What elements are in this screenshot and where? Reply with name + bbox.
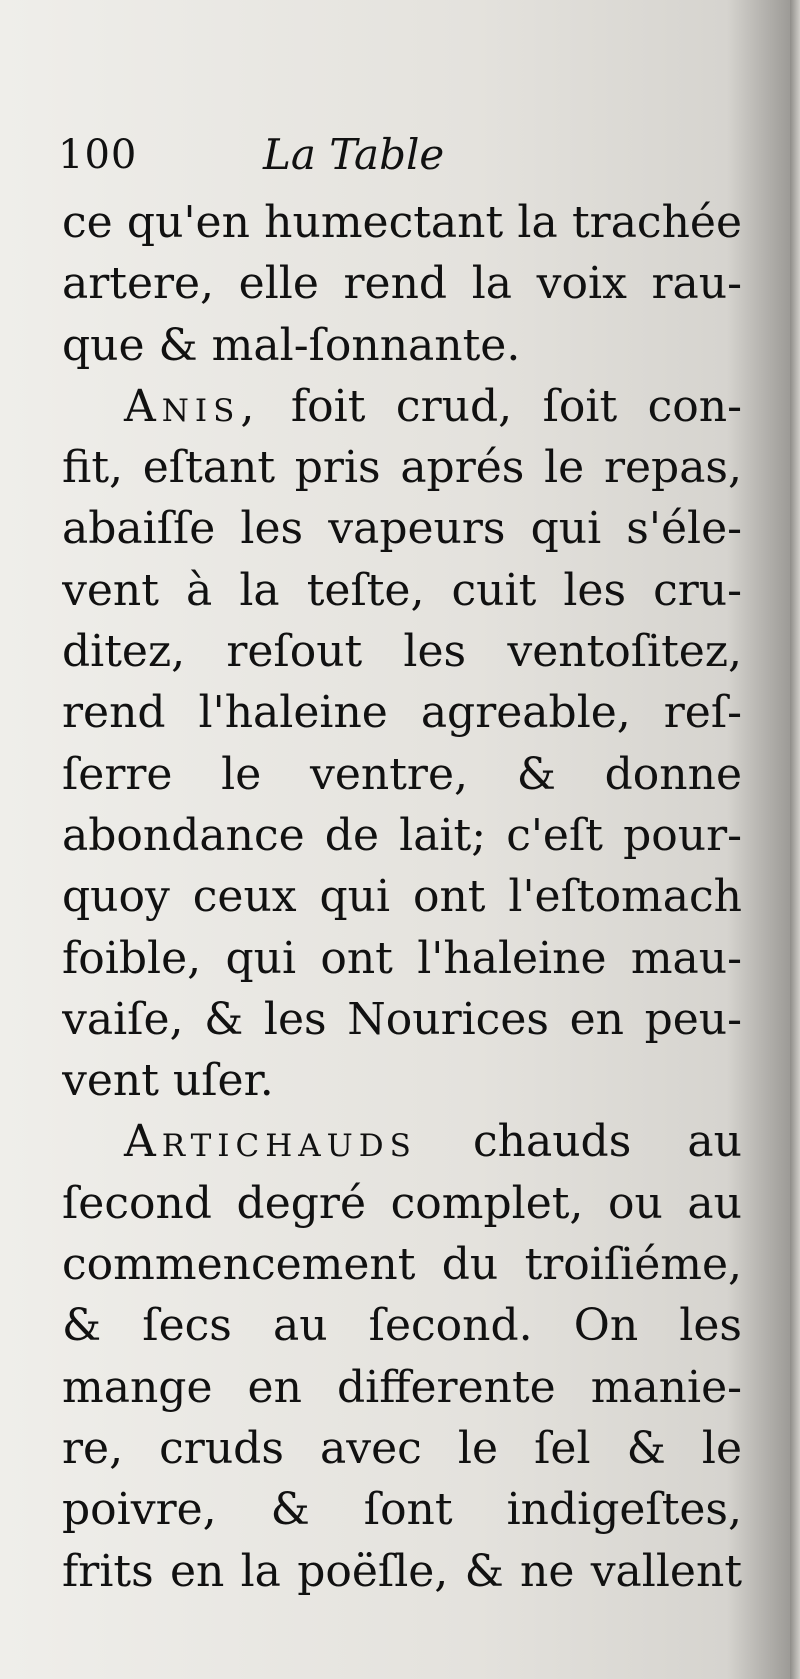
entry-heading-anis: Anis, <box>124 380 261 432</box>
text-line: frits en la poëſle, & ne vallent <box>62 1545 742 1597</box>
text-line: commencement du troiſiéme, <box>62 1239 742 1291</box>
text-line: abondance de lait; c'eſt pour- <box>62 809 742 861</box>
text-line: quoy ceux qui ont l'eſtomach <box>62 871 742 923</box>
page-spine-shadow <box>790 0 800 1679</box>
text-line: poivre, & ſont indigeſtes, <box>62 1484 742 1536</box>
text-line: ce qu'en humectant la trachée <box>62 197 742 248</box>
entry-artichauds-line <box>62 1111 742 1172</box>
text-line: fit, eſtant pris aprés le repas, <box>62 442 742 494</box>
text-line: re, cruds avec le ſel & le <box>62 1422 742 1474</box>
body-text <box>62 192 742 1602</box>
running-title: La Table <box>263 130 445 179</box>
text-line: chauds au <box>473 1116 742 1168</box>
text-line: vaiſe, & les Nourices en peu- <box>62 993 742 1045</box>
text-line: foit crud, ſoit con- <box>290 380 742 432</box>
text-line: artere, elle rend la voix rau- <box>62 258 742 310</box>
entry-heading-artichauds: Artichauds <box>124 1116 417 1168</box>
text-line: & ſecs au ſecond. On les <box>62 1300 742 1352</box>
text-line: que & mal-ſonnante. <box>62 319 521 371</box>
text-line: abaiſſe les vapeurs qui s'éle- <box>62 503 742 555</box>
text-line: foible, qui ont l'haleine mau- <box>62 932 742 984</box>
page-number: 100 <box>58 132 138 178</box>
text-line: vent à la teſte, cuit les cru- <box>62 564 742 616</box>
entry-anis-line <box>62 376 742 437</box>
text-line: rend l'haleine agreable, reſ- <box>62 687 742 739</box>
text-line: mange en differente manie- <box>62 1361 742 1413</box>
text-line: ditez, reſout les ventoſitez, <box>62 626 742 678</box>
text-line: vent uſer. <box>62 1055 274 1107</box>
page-header <box>58 122 698 182</box>
text-line: ſecond degré complet, ou au <box>62 1177 742 1229</box>
text-line: ſerre le ventre, & donne <box>62 748 742 800</box>
